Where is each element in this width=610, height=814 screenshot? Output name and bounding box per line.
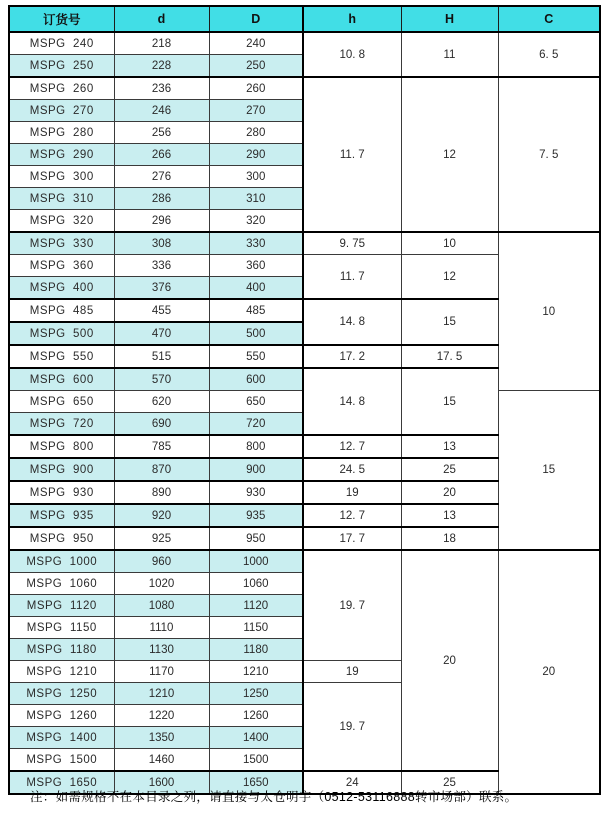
- cell-order-no: MSPG 1400: [9, 727, 114, 749]
- cell-order-no: MSPG 900: [9, 458, 114, 481]
- cell-d: 1220: [114, 705, 209, 727]
- cell-d: 870: [114, 458, 209, 481]
- cell-h: 24: [303, 771, 401, 794]
- cell-d: 620: [114, 391, 209, 413]
- cell-h: 19: [303, 481, 401, 504]
- cell-d: 925: [114, 527, 209, 550]
- cell-C: 15: [498, 391, 600, 551]
- table-row: [9, 77, 600, 100]
- cell-d: 1020: [114, 573, 209, 595]
- cell-order-no: MSPG 1650: [9, 771, 114, 794]
- cell-D: 1210: [209, 661, 303, 683]
- cell-H: 18: [401, 527, 498, 550]
- cell-D: 240: [209, 32, 303, 55]
- cell-H: 10: [401, 232, 498, 255]
- cell-C: 20: [498, 550, 600, 794]
- cell-order-no: MSPG 1000: [9, 550, 114, 573]
- cell-D: 1150: [209, 617, 303, 639]
- cell-D: 290: [209, 144, 303, 166]
- cell-H: 17. 5: [401, 345, 498, 368]
- cell-d: 1080: [114, 595, 209, 617]
- cell-d: 228: [114, 55, 209, 78]
- cell-D: 500: [209, 322, 303, 345]
- cell-h: 11. 7: [303, 77, 401, 232]
- cell-D: 330: [209, 232, 303, 255]
- cell-d: 276: [114, 166, 209, 188]
- cell-H: 11: [401, 32, 498, 77]
- table-row: [9, 232, 600, 255]
- col-header-C: C: [498, 6, 600, 32]
- cell-d: 455: [114, 299, 209, 322]
- cell-H: 15: [401, 368, 498, 435]
- cell-d: 785: [114, 435, 209, 458]
- cell-d: 1460: [114, 749, 209, 772]
- col-header-H: H: [401, 6, 498, 32]
- cell-order-no: MSPG 270: [9, 100, 114, 122]
- cell-H: 12: [401, 255, 498, 300]
- cell-D: 260: [209, 77, 303, 100]
- cell-d: 1350: [114, 727, 209, 749]
- cell-h: 17. 7: [303, 527, 401, 550]
- cell-D: 320: [209, 210, 303, 233]
- cell-d: 515: [114, 345, 209, 368]
- cell-d: 1210: [114, 683, 209, 705]
- cell-order-no: MSPG 300: [9, 166, 114, 188]
- cell-h: 12. 7: [303, 504, 401, 527]
- cell-D: 950: [209, 527, 303, 550]
- cell-order-no: MSPG 330: [9, 232, 114, 255]
- cell-order-no: MSPG 485: [9, 299, 114, 322]
- cell-d: 920: [114, 504, 209, 527]
- cell-D: 250: [209, 55, 303, 78]
- cell-order-no: MSPG 930: [9, 481, 114, 504]
- cell-order-no: MSPG 950: [9, 527, 114, 550]
- cell-d: 246: [114, 100, 209, 122]
- cell-d: 1130: [114, 639, 209, 661]
- col-header-d: d: [114, 6, 209, 32]
- cell-H: 12: [401, 77, 498, 232]
- cell-D: 1650: [209, 771, 303, 794]
- cell-h: 24. 5: [303, 458, 401, 481]
- cell-D: 485: [209, 299, 303, 322]
- cell-H: 25: [401, 771, 498, 794]
- cell-order-no: MSPG 250: [9, 55, 114, 78]
- cell-H: 25: [401, 458, 498, 481]
- cell-order-no: MSPG 500: [9, 322, 114, 345]
- cell-order-no: MSPG 1150: [9, 617, 114, 639]
- cell-d: 960: [114, 550, 209, 573]
- cell-order-no: MSPG 310: [9, 188, 114, 210]
- spec-table: [8, 5, 601, 795]
- cell-order-no: MSPG 240: [9, 32, 114, 55]
- cell-D: 800: [209, 435, 303, 458]
- col-header-order-no: 订货号: [9, 6, 114, 32]
- cell-H: 20: [401, 550, 498, 771]
- cell-d: 256: [114, 122, 209, 144]
- footer-note: 注：如需规格不在本目录之列，请直接与太仓明宇（0512-53116888转市场部）联系。: [30, 790, 518, 804]
- cell-h: 19: [303, 661, 401, 683]
- cell-order-no: MSPG 280: [9, 122, 114, 144]
- cell-order-no: MSPG 1250: [9, 683, 114, 705]
- cell-h: 17. 2: [303, 345, 401, 368]
- cell-order-no: MSPG 400: [9, 277, 114, 300]
- cell-D: 1000: [209, 550, 303, 573]
- cell-d: 890: [114, 481, 209, 504]
- cell-d: 1170: [114, 661, 209, 683]
- cell-d: 336: [114, 255, 209, 277]
- cell-order-no: MSPG 290: [9, 144, 114, 166]
- cell-D: 270: [209, 100, 303, 122]
- cell-H: 13: [401, 504, 498, 527]
- header-row: [9, 6, 600, 32]
- cell-D: 1250: [209, 683, 303, 705]
- cell-D: 400: [209, 277, 303, 300]
- spec-table-header: [9, 6, 600, 32]
- cell-D: 300: [209, 166, 303, 188]
- cell-order-no: MSPG 720: [9, 413, 114, 436]
- cell-H: 13: [401, 435, 498, 458]
- cell-H: 15: [401, 299, 498, 345]
- cell-h: 10. 8: [303, 32, 401, 77]
- cell-D: 360: [209, 255, 303, 277]
- cell-order-no: MSPG 360: [9, 255, 114, 277]
- cell-d: 1110: [114, 617, 209, 639]
- cell-C: 10: [498, 232, 600, 391]
- cell-D: 1500: [209, 749, 303, 772]
- table-row: [9, 32, 600, 55]
- cell-D: 1060: [209, 573, 303, 595]
- cell-order-no: MSPG 1180: [9, 639, 114, 661]
- cell-d: 296: [114, 210, 209, 233]
- cell-d: 470: [114, 322, 209, 345]
- cell-order-no: MSPG 1060: [9, 573, 114, 595]
- col-header-D: D: [209, 6, 303, 32]
- cell-h: 9. 75: [303, 232, 401, 255]
- cell-D: 550: [209, 345, 303, 368]
- cell-order-no: MSPG 1500: [9, 749, 114, 772]
- cell-D: 1180: [209, 639, 303, 661]
- cell-h: 12. 7: [303, 435, 401, 458]
- cell-order-no: MSPG 550: [9, 345, 114, 368]
- cell-D: 310: [209, 188, 303, 210]
- cell-order-no: MSPG 1260: [9, 705, 114, 727]
- cell-order-no: MSPG 1120: [9, 595, 114, 617]
- cell-D: 930: [209, 481, 303, 504]
- cell-order-no: MSPG 260: [9, 77, 114, 100]
- cell-order-no: MSPG 935: [9, 504, 114, 527]
- cell-D: 1260: [209, 705, 303, 727]
- cell-H: 20: [401, 481, 498, 504]
- cell-h: 19. 7: [303, 550, 401, 661]
- cell-order-no: MSPG 650: [9, 391, 114, 413]
- cell-d: 266: [114, 144, 209, 166]
- cell-d: 218: [114, 32, 209, 55]
- cell-D: 720: [209, 413, 303, 436]
- cell-D: 650: [209, 391, 303, 413]
- spec-table-body: [9, 32, 600, 794]
- cell-h: 19. 7: [303, 683, 401, 772]
- cell-d: 236: [114, 77, 209, 100]
- cell-h: 14. 8: [303, 368, 401, 435]
- cell-d: 1600: [114, 771, 209, 794]
- table-row: [9, 550, 600, 573]
- cell-h: 11. 7: [303, 255, 401, 300]
- cell-D: 280: [209, 122, 303, 144]
- cell-D: 1120: [209, 595, 303, 617]
- cell-d: 286: [114, 188, 209, 210]
- cell-d: 690: [114, 413, 209, 436]
- cell-order-no: MSPG 800: [9, 435, 114, 458]
- cell-d: 308: [114, 232, 209, 255]
- cell-C: 7. 5: [498, 77, 600, 232]
- cell-D: 900: [209, 458, 303, 481]
- cell-D: 600: [209, 368, 303, 391]
- cell-D: 935: [209, 504, 303, 527]
- cell-d: 376: [114, 277, 209, 300]
- cell-order-no: MSPG 600: [9, 368, 114, 391]
- cell-order-no: MSPG 320: [9, 210, 114, 233]
- cell-d: 570: [114, 368, 209, 391]
- cell-h: 14. 8: [303, 299, 401, 345]
- cell-order-no: MSPG 1210: [9, 661, 114, 683]
- col-header-h: h: [303, 6, 401, 32]
- cell-D: 1400: [209, 727, 303, 749]
- cell-C: 6. 5: [498, 32, 600, 77]
